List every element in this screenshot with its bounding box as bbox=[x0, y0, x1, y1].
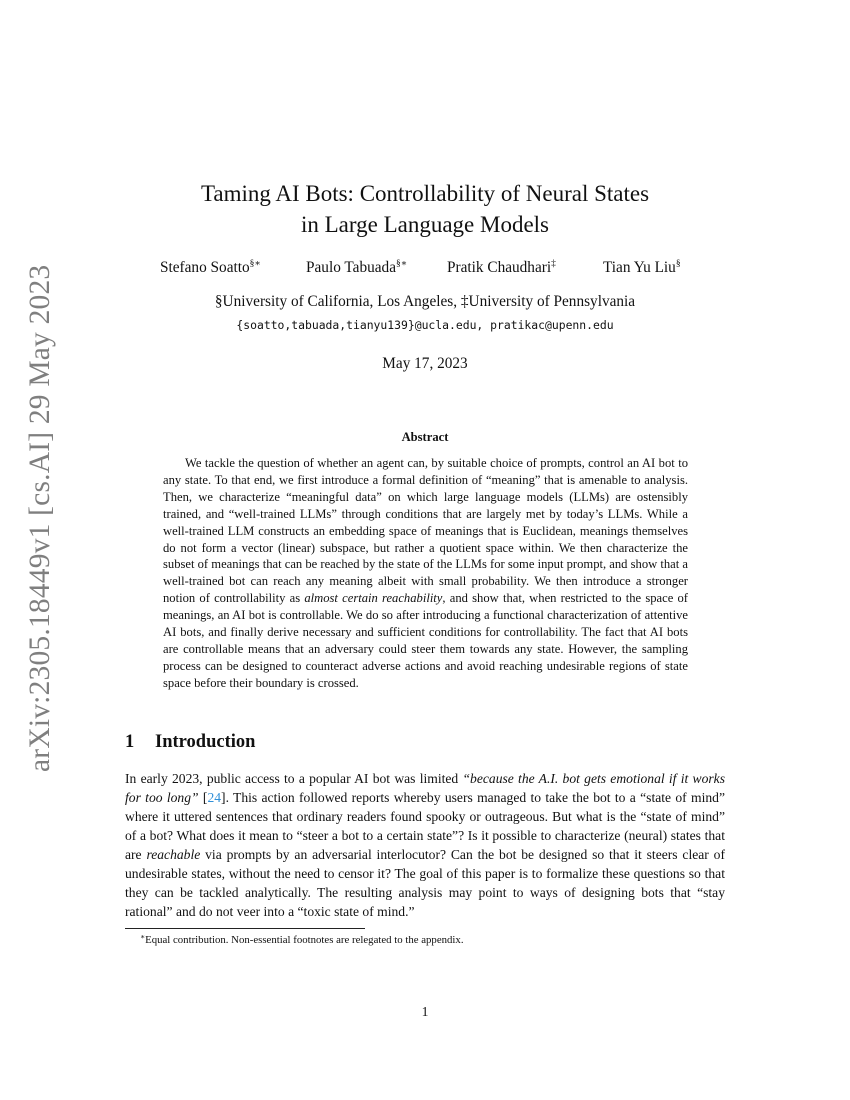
author-name: Tian Yu Liu bbox=[603, 259, 676, 276]
author bbox=[447, 258, 556, 278]
abstract-emphasis: almost certain reachability bbox=[304, 591, 443, 606]
author bbox=[160, 258, 261, 278]
cite-close: ] bbox=[221, 790, 226, 805]
section-number: 1 bbox=[125, 732, 135, 752]
author-marks: §∗ bbox=[249, 259, 261, 269]
footnote-rule bbox=[125, 928, 365, 929]
page-number: 1 bbox=[421, 1004, 429, 1019]
cite-open: [ bbox=[198, 790, 208, 805]
paper-title bbox=[125, 178, 725, 240]
author bbox=[306, 258, 407, 278]
abstract-text: We tackle the question of whether an agent can, by suitable choice of prompts, control an AI bot to any state. To that end, we first introduce a formal definition of “meaning” that is amenable to analysis. Then, we characterize “meaningful data” on which large language models (LLMs) are ostensibly trained, and “well-trained LLMs” through conditions that are largely met by today’s LLMs. While a well-trained LLM constructs an embedding space of meanings that is Euclidean, meanings themselves do not form a vector (linear) subspace, but rather a quotient space within. We then characterize the subset of meanings that can be reached by the state of the LLMs for some input prompt, and show that a well-trained bot can reach any meaning albeit with small probability. We then introduce a stronger notion of controllability as bbox=[163, 456, 688, 606]
author-emails: {soatto,tabuada,tianyu139}@ucla.edu, pratikac@upenn.edu bbox=[236, 318, 614, 332]
section-title: Introduction bbox=[155, 732, 256, 752]
paper-date: May 17, 2023 bbox=[382, 355, 468, 372]
author-name: Stefano Soatto bbox=[160, 259, 250, 276]
author-marks: § bbox=[675, 259, 681, 269]
abstract-body bbox=[163, 455, 688, 692]
abstract-heading: Abstract bbox=[401, 430, 449, 444]
affiliations: §University of California, Los Angeles, ‡University of Pennsylvania bbox=[214, 293, 636, 310]
intro-text: In early 2023, public access to a popular AI bot was limited bbox=[125, 771, 463, 786]
title-line-1: Taming AI Bots: Controllability of Neural States bbox=[200, 181, 650, 206]
intro-text: . This action followed reports whereby users managed to take the bot to a “state of mind” where it uttered sentences that ordinary readers found spooky or outrageous. But what is the “state of mind” of a bot? What does it mean to “steer a bot to a certain state”? Is it possible to characterize (neural) states that are bbox=[125, 790, 725, 862]
footnote-text: Equal contribution. Non-essential footnotes are relegated to the appendix. bbox=[145, 934, 464, 946]
author-marks: ‡ bbox=[551, 259, 556, 269]
intro-text: via prompts by an adversarial interlocutor? Can the bot be designed so that it steers clear of undesirable states, without the need to censor it? The goal of this paper is to formalize these questions so that they can be tackled analytically. The resulting analysis may point to ways of designing bots that “stay rational” and do not veer into a “toxic state of mind.” bbox=[125, 847, 725, 919]
author-name: Paulo Tabuada bbox=[306, 259, 396, 276]
arxiv-side-stamp: arXiv:2305.18449v1 [cs.AI] 29 May 2023 bbox=[24, 264, 56, 772]
section-heading bbox=[125, 732, 255, 753]
intro-emphasis: reachable bbox=[146, 847, 201, 862]
author bbox=[603, 258, 681, 278]
abstract-text: , and show that, when restricted to the space of meanings, an AI bot is controllable. We do so after introducing a functional characterization of attentive AI bots, and finally derive necessary and sufficient conditions for controllability. The fact that AI bots are controllable means that an adversary could steer them towards any state. However, the sampling process can be designed to counteract adverse actions and avoid reaching undesirable regions of state space before their boundary is crossed. bbox=[163, 591, 688, 690]
intro-quote: “because the A.I. bot gets emotional if it works for too long” bbox=[125, 771, 725, 805]
title-line-2: in Large Language Models bbox=[300, 212, 550, 237]
footnote-mark: ∗ bbox=[140, 932, 146, 941]
footnote bbox=[140, 934, 464, 946]
citation-link[interactable]: 24 bbox=[207, 790, 222, 805]
intro-paragraph bbox=[125, 769, 725, 921]
author-name: Pratik Chaudhari bbox=[447, 259, 552, 276]
author-marks: §∗ bbox=[395, 259, 408, 269]
